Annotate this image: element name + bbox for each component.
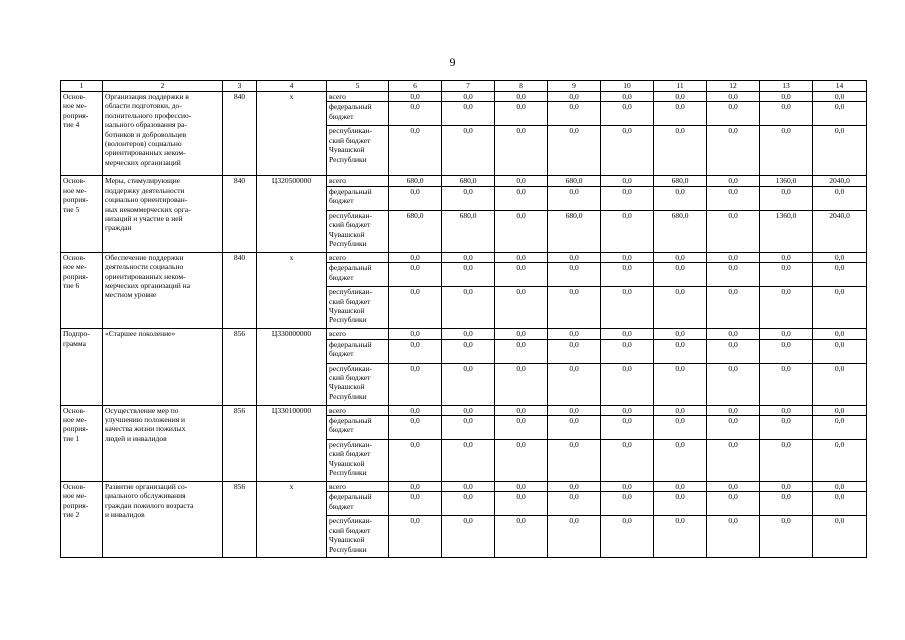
amount-cell: 0,0 [654,363,707,405]
amount-cell: 0,0 [654,252,707,262]
amount-cell: 0,0 [813,416,867,440]
amount-cell: 0,0 [548,263,601,287]
amount-cell: 0,0 [389,416,442,440]
amount-cell: 0,0 [760,263,813,287]
amount-cell: 0,0 [813,482,867,492]
item-kind: Основ- ное ме- роприя- тие 5 [61,176,103,252]
amount-cell: 0,0 [601,416,654,440]
amount-cell: 0,0 [389,440,442,482]
target-code: Ц330000000 [257,329,327,405]
amount-cell: 0,0 [760,126,813,176]
table-row [61,252,867,262]
funding-source: республикан- ский бюджет Чувашской Республики [327,440,389,482]
amount-cell: 0,0 [495,440,548,482]
amount-cell: 0,0 [760,252,813,262]
amount-cell: 0,0 [813,440,867,482]
amount-cell: 0,0 [654,186,707,210]
amount-cell: 0,0 [442,440,495,482]
responsible-code: 856 [223,482,257,558]
column-header: 11 [654,81,707,92]
column-header: 8 [495,81,548,92]
amount-cell: 0,0 [760,92,813,102]
amount-cell: 0,0 [548,416,601,440]
item-kind: Основ- ное ме- роприя- тие 4 [61,92,103,176]
responsible-code: 840 [223,252,257,328]
table-row [61,405,867,415]
amount-cell: 0,0 [654,263,707,287]
amount-cell: 0,0 [389,126,442,176]
funding-source: республикан- ский бюджет Чувашской Республики [327,287,389,329]
amount-cell: 0,0 [601,440,654,482]
amount-cell: 0,0 [601,482,654,492]
amount-cell: 0,0 [707,287,760,329]
funding-source: федеральный бюджет [327,263,389,287]
amount-cell: 0,0 [813,287,867,329]
amount-cell: 0,0 [442,287,495,329]
amount-cell: 0,0 [813,92,867,102]
amount-cell: 0,0 [760,186,813,210]
amount-cell: 0,0 [760,102,813,126]
amount-cell: 0,0 [707,186,760,210]
funding-source: федеральный бюджет [327,339,389,363]
amount-cell: 0,0 [654,482,707,492]
budget-table [60,80,867,558]
funding-source: федеральный бюджет [327,416,389,440]
amount-cell: 0,0 [654,126,707,176]
amount-cell: 0,0 [760,440,813,482]
page-number: 9 [449,55,456,69]
amount-cell: 0,0 [760,482,813,492]
amount-cell: 0,0 [813,263,867,287]
amount-cell: 0,0 [707,416,760,440]
responsible-code: 840 [223,92,257,176]
column-header: 7 [442,81,495,92]
amount-cell: 0,0 [654,416,707,440]
amount-cell: 0,0 [601,252,654,262]
item-name: Осуществление мер по улучшению положения и качества жизни пожилых людей и инвалидов [103,405,223,481]
amount-cell: 0,0 [389,102,442,126]
amount-cell: 0,0 [389,252,442,262]
amount-cell: 0,0 [442,186,495,210]
amount-cell: 0,0 [601,329,654,339]
funding-source: республикан- ский бюджет Чувашской Республики [327,363,389,405]
amount-cell: 0,0 [548,339,601,363]
amount-cell: 0,0 [495,329,548,339]
amount-cell: 0,0 [601,339,654,363]
amount-cell: 0,0 [389,482,442,492]
funding-source: всего [327,252,389,262]
item-name: Обеспечение поддержки деятельности социально ориентированных неком- мерческих организаций на местном уровне [103,252,223,328]
column-header: 2 [103,81,223,92]
amount-cell: 2040,0 [813,176,867,186]
amount-cell: 2040,0 [813,210,867,252]
amount-cell: 0,0 [813,102,867,126]
amount-cell: 680,0 [548,176,601,186]
table-row [61,92,867,102]
amount-cell: 0,0 [654,405,707,415]
amount-cell: 0,0 [601,263,654,287]
amount-cell: 0,0 [442,516,495,558]
item-name: Меры, стимулирующие поддержку деятельности социально ориентирован- ных некоммерческих орга- низаций и участие в ней граждан [103,176,223,252]
table-body [61,81,867,558]
amount-cell: 0,0 [601,102,654,126]
amount-cell: 0,0 [442,405,495,415]
amount-cell: 0,0 [707,126,760,176]
target-code: Ц330100000 [257,405,327,481]
amount-cell: 0,0 [389,263,442,287]
amount-cell: 0,0 [548,252,601,262]
funding-source: федеральный бюджет [327,492,389,516]
amount-cell: 0,0 [707,405,760,415]
amount-cell: 0,0 [389,339,442,363]
funding-source: всего [327,176,389,186]
amount-cell: 680,0 [654,176,707,186]
column-header: 13 [760,81,813,92]
amount-cell: 0,0 [442,126,495,176]
column-header: 5 [327,81,389,92]
column-header: 6 [389,81,442,92]
funding-source: федеральный бюджет [327,102,389,126]
amount-cell: 0,0 [654,440,707,482]
amount-cell: 0,0 [707,102,760,126]
amount-cell: 0,0 [813,126,867,176]
amount-cell: 0,0 [601,287,654,329]
amount-cell: 0,0 [707,263,760,287]
amount-cell: 0,0 [442,339,495,363]
column-header: 14 [813,81,867,92]
table-row [61,482,867,492]
amount-cell: 0,0 [707,329,760,339]
amount-cell: 0,0 [495,416,548,440]
amount-cell: 0,0 [813,339,867,363]
amount-cell: 0,0 [760,405,813,415]
amount-cell: 0,0 [707,516,760,558]
amount-cell: 680,0 [442,176,495,186]
amount-cell: 1360,0 [760,210,813,252]
amount-cell: 0,0 [548,186,601,210]
item-name: Развитие организаций со- циального обслуживания граждан пожилого возраста и инвалидов [103,482,223,558]
column-header: 12 [707,81,760,92]
amount-cell: 680,0 [548,210,601,252]
amount-cell: 0,0 [389,363,442,405]
amount-cell: 0,0 [813,363,867,405]
amount-cell: 0,0 [548,516,601,558]
amount-cell: 0,0 [495,492,548,516]
amount-cell: 680,0 [389,210,442,252]
amount-cell: 0,0 [601,176,654,186]
amount-cell: 0,0 [654,339,707,363]
amount-cell: 0,0 [495,363,548,405]
amount-cell: 0,0 [495,405,548,415]
amount-cell: 0,0 [760,329,813,339]
amount-cell: 0,0 [601,516,654,558]
column-header: 4 [257,81,327,92]
amount-cell: 0,0 [760,492,813,516]
funding-source: республикан- ский бюджет Чувашской Республики [327,516,389,558]
target-code: x [257,92,327,176]
amount-cell: 0,0 [495,126,548,176]
responsible-code: 856 [223,329,257,405]
amount-cell: 0,0 [389,329,442,339]
amount-cell: 0,0 [548,492,601,516]
amount-cell: 0,0 [654,492,707,516]
amount-cell: 0,0 [813,329,867,339]
amount-cell: 0,0 [813,516,867,558]
amount-cell: 0,0 [548,126,601,176]
amount-cell: 0,0 [707,482,760,492]
amount-cell: 0,0 [813,186,867,210]
amount-cell: 0,0 [389,287,442,329]
amount-cell: 0,0 [548,92,601,102]
amount-cell: 0,0 [495,339,548,363]
amount-cell: 0,0 [707,363,760,405]
target-code: x [257,252,327,328]
item-name: «Старшее поколение» [103,329,223,405]
amount-cell: 0,0 [601,363,654,405]
amount-cell: 0,0 [548,329,601,339]
amount-cell: 0,0 [389,92,442,102]
funding-source: всего [327,329,389,339]
amount-cell: 0,0 [548,363,601,405]
column-header: 9 [548,81,601,92]
amount-cell: 0,0 [442,363,495,405]
amount-cell: 0,0 [601,210,654,252]
amount-cell: 0,0 [601,186,654,210]
amount-cell: 0,0 [707,339,760,363]
target-code: Ц320500000 [257,176,327,252]
amount-cell: 0,0 [495,102,548,126]
amount-cell: 0,0 [601,92,654,102]
table-row [61,329,867,339]
amount-cell: 0,0 [548,405,601,415]
funding-source: всего [327,405,389,415]
amount-cell: 0,0 [601,405,654,415]
amount-cell: 0,0 [548,287,601,329]
amount-cell: 0,0 [654,102,707,126]
amount-cell: 0,0 [495,186,548,210]
amount-cell: 0,0 [442,252,495,262]
amount-cell: 0,0 [707,252,760,262]
amount-cell: 680,0 [442,210,495,252]
amount-cell: 0,0 [495,176,548,186]
amount-cell: 0,0 [442,92,495,102]
column-header: 10 [601,81,654,92]
amount-cell: 0,0 [548,482,601,492]
item-name: Организация поддержки в области подготовки, до- полнительного профессио- нального образования ра- ботников и добровольцев (волонтеров) социально ориентированных неком- мерческих организаций [103,92,223,176]
column-header: 3 [223,81,257,92]
amount-cell: 0,0 [495,516,548,558]
amount-cell: 0,0 [601,126,654,176]
amount-cell: 0,0 [813,252,867,262]
amount-cell: 0,0 [760,287,813,329]
funding-source: федеральный бюджет [327,186,389,210]
amount-cell: 0,0 [813,405,867,415]
funding-source: всего [327,482,389,492]
responsible-code: 856 [223,405,257,481]
amount-cell: 0,0 [707,176,760,186]
amount-cell: 0,0 [760,363,813,405]
amount-cell: 0,0 [654,287,707,329]
amount-cell: 0,0 [389,405,442,415]
target-code: x [257,482,327,558]
item-kind: Подпро- грамма [61,329,103,405]
item-kind: Основ- ное ме- роприя- тие 6 [61,252,103,328]
item-kind: Основ- ное ме- роприя- тие 1 [61,405,103,481]
table-row [61,176,867,186]
amount-cell: 0,0 [760,339,813,363]
amount-cell: 0,0 [654,92,707,102]
amount-cell: 680,0 [389,176,442,186]
responsible-code: 840 [223,176,257,252]
amount-cell: 0,0 [442,482,495,492]
amount-cell: 0,0 [601,492,654,516]
amount-cell: 0,0 [495,210,548,252]
amount-cell: 0,0 [495,252,548,262]
funding-source: республикан- ский бюджет Чувашской Республики [327,126,389,176]
amount-cell: 0,0 [707,92,760,102]
amount-cell: 0,0 [707,440,760,482]
amount-cell: 0,0 [389,492,442,516]
amount-cell: 1360,0 [760,176,813,186]
amount-cell: 0,0 [495,287,548,329]
funding-source: республикан- ский бюджет Чувашской Республики [327,210,389,252]
amount-cell: 0,0 [760,516,813,558]
amount-cell: 0,0 [813,492,867,516]
amount-cell: 0,0 [548,440,601,482]
funding-source: всего [327,92,389,102]
amount-cell: 0,0 [548,102,601,126]
amount-cell: 0,0 [389,516,442,558]
amount-cell: 0,0 [495,482,548,492]
item-kind: Основ- ное ме- роприя- тие 2 [61,482,103,558]
amount-cell: 0,0 [389,186,442,210]
amount-cell: 680,0 [654,210,707,252]
amount-cell: 0,0 [760,416,813,440]
amount-cell: 0,0 [707,210,760,252]
amount-cell: 0,0 [442,329,495,339]
amount-cell: 0,0 [654,329,707,339]
amount-cell: 0,0 [442,102,495,126]
column-header: 1 [61,81,103,92]
header-row [61,81,867,92]
amount-cell: 0,0 [442,416,495,440]
amount-cell: 0,0 [654,516,707,558]
amount-cell: 0,0 [442,263,495,287]
amount-cell: 0,0 [442,492,495,516]
amount-cell: 0,0 [495,263,548,287]
amount-cell: 0,0 [495,92,548,102]
amount-cell: 0,0 [707,492,760,516]
